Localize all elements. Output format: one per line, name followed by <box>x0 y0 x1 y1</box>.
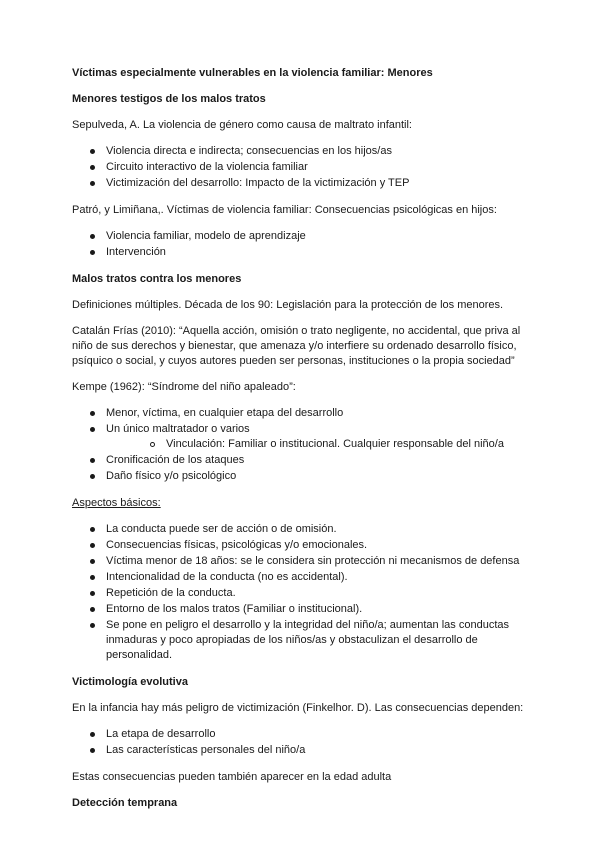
section-heading-witnesses: Menores testigos de los malos tratos <box>72 93 266 105</box>
paragraph-kempe: Kempe (1962): “Síndrome del niño apaleado”: <box>72 381 296 393</box>
paragraph-adult-consequences: Estas consecuencias pueden también aparecer en la edad adulta <box>72 771 392 783</box>
section-heading-victimology: Victimología evolutiva <box>72 676 188 688</box>
list-item: Daño físico y/o psicológico <box>88 469 540 484</box>
bullet-list-dependencies <box>72 727 540 758</box>
list-item: La conducta puede ser de acción o de omisión. <box>88 522 540 537</box>
list-item: Se pone en peligro el desarrollo y la integridad del niño/a; aumentan las conductas inmaduras y poco apropiadas de los niños/as y obstaculizan el desarrollo de personalidad. <box>88 618 540 663</box>
list-item <box>88 422 540 452</box>
sub-list-item: Vinculación: Familiar o institucional. Cualquier responsable del niño/a <box>148 437 540 452</box>
list-item-text: Un único maltratador o varios <box>106 423 250 435</box>
list-item: Cronificación de los ataques <box>88 453 540 468</box>
section-heading-abuse: Malos tratos contra los menores <box>72 273 242 285</box>
bullet-list-kempe <box>72 406 540 484</box>
list-item: Repetición de la conducta. <box>88 586 540 601</box>
list-item: Menor, víctima, en cualquier etapa del desarrollo <box>88 406 540 421</box>
list-item: La etapa de desarrollo <box>88 727 540 742</box>
list-item: Victimización del desarrollo: Impacto de la victimización y TEP <box>88 176 540 191</box>
bullet-list-patro <box>72 229 540 260</box>
list-item: Violencia directa e indirecta; consecuencias en los hijos/as <box>88 144 540 159</box>
subheading-basic-aspects: Aspectos básicos: <box>72 497 161 509</box>
list-item: Intervención <box>88 245 540 260</box>
list-item: Entorno de los malos tratos (Familiar o institucional). <box>88 602 540 617</box>
paragraph-definitions: Definiciones múltiples. Década de los 90: Legislación para la protección de los menores. <box>72 299 504 311</box>
paragraph-catalan-frias: Catalán Frías (2010): “Aquella acción, omisión o trato negligente, no accidental, que priva al niño de sus derechos y bienestar, que amenaza y/o interfiere su ordenado desarrollo físico, psíquico o social, y cuyos autores pueden ser personas, instituciones o la propia sociedad” <box>72 325 521 367</box>
paragraph-finkelhor: En la infancia hay más peligro de victimización (Finkelhor. D). Las consecuencias dependen: <box>72 702 524 714</box>
list-item: Intencionalidad de la conducta (no es accidental). <box>88 570 540 585</box>
document-title: Víctimas especialmente vulnerables en la violencia familiar: Menores <box>72 67 433 79</box>
sub-bullet-list <box>106 437 540 452</box>
list-item: Víctima menor de 18 años: se le considera sin protección ni mecanismos de defensa <box>88 554 540 569</box>
list-item: Las características personales del niño/a <box>88 743 540 758</box>
bullet-list-aspects <box>72 522 540 663</box>
reference-patro: Patró, y Limiñana,. Víctimas de violencia familiar: Consecuencias psicológicas en hijos: <box>72 204 497 216</box>
list-item: Circuito interactivo de la violencia familiar <box>88 160 540 175</box>
list-item: Violencia familiar, modelo de aprendizaje <box>88 229 540 244</box>
bullet-list-sepulveda <box>72 144 540 191</box>
reference-sepulveda: Sepulveda, A. La violencia de género como causa de maltrato infantil: <box>72 119 412 131</box>
section-heading-early-detection: Detección temprana <box>72 797 178 809</box>
list-item: Consecuencias físicas, psicológicas y/o emocionales. <box>88 538 540 553</box>
